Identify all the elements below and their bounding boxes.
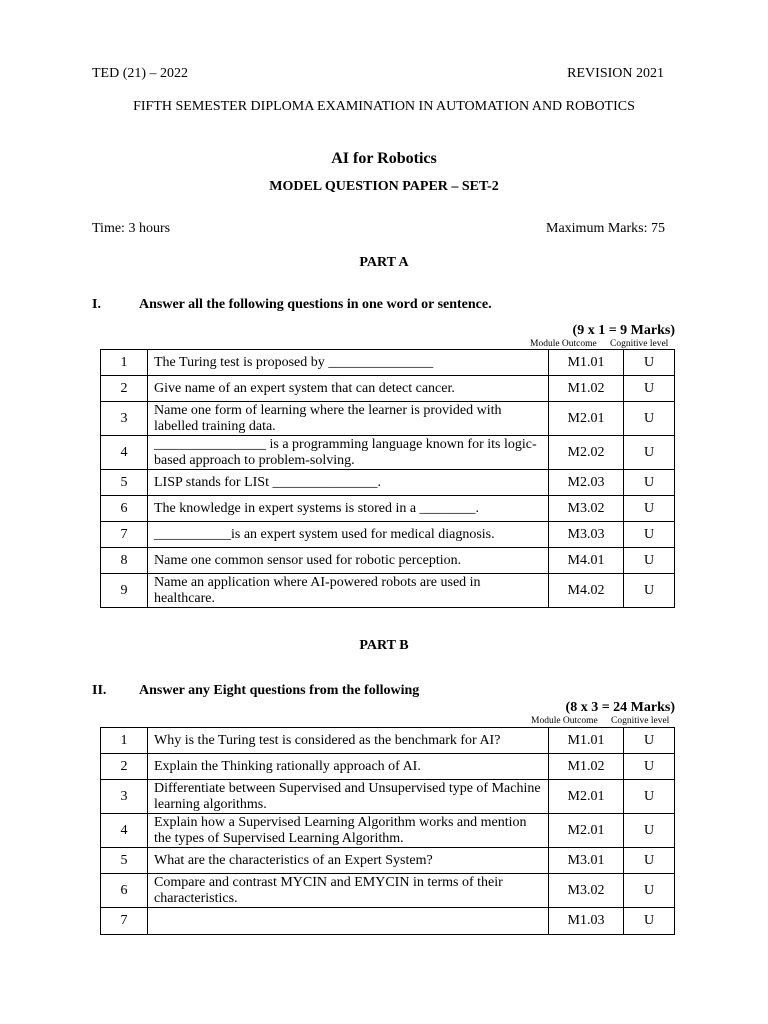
part-b-question-table <box>100 727 675 935</box>
cognitive-level: U <box>624 376 675 402</box>
table-row <box>101 496 675 522</box>
part-a-title: PART A <box>359 255 409 270</box>
question-number: 6 <box>101 496 148 522</box>
question-number: 7 <box>101 522 148 548</box>
module-outcome: M2.01 <box>549 402 624 436</box>
cognitive-level: U <box>624 470 675 496</box>
question-number: 4 <box>101 436 148 470</box>
question-number: 5 <box>101 848 148 874</box>
question-text: Give name of an expert system that can detect cancer. <box>148 376 549 402</box>
cognitive-level: U <box>624 496 675 522</box>
module-outcome: M2.01 <box>549 780 624 814</box>
question-number: 9 <box>101 574 148 608</box>
module-outcome: M2.02 <box>549 436 624 470</box>
question-number: 5 <box>101 470 148 496</box>
module-outcome: M2.01 <box>549 814 624 848</box>
module-outcome: M3.01 <box>549 848 624 874</box>
part-a-cognitive-level-header: Cognitive level <box>610 339 669 349</box>
question-number: 7 <box>101 908 148 935</box>
table-row <box>101 402 675 436</box>
part-b-module-outcome-header: Module Outcome <box>531 716 598 726</box>
cognitive-level: U <box>624 848 675 874</box>
question-text: The Turing test is proposed by _______________ <box>148 350 549 376</box>
exam-title: FIFTH SEMESTER DIPLOMA EXAMINATION IN AUTOMATION AND ROBOTICS <box>133 99 635 114</box>
part-a-section-number: I. <box>92 297 101 312</box>
question-text: Name an application where AI-powered robots are used in healthcare. <box>148 574 549 608</box>
cognitive-level: U <box>624 574 675 608</box>
table-row <box>101 470 675 496</box>
table-row <box>101 436 675 470</box>
module-outcome: M3.03 <box>549 522 624 548</box>
table-row <box>101 728 675 754</box>
part-b-cognitive-level-header: Cognitive level <box>611 716 670 726</box>
question-text: Explain how a Supervised Learning Algorithm works and mention the types of Supervised Learning Algorithm. <box>148 814 549 848</box>
question-number: 3 <box>101 402 148 436</box>
question-text: ________________ is a programming language known for its logic-based approach to problem-solving. <box>148 436 549 470</box>
table-row <box>101 754 675 780</box>
question-text: Explain the Thinking rationally approach of AI. <box>148 754 549 780</box>
part-b-title: PART B <box>359 638 409 653</box>
part-b-section-number: II. <box>92 683 107 698</box>
cognitive-level: U <box>624 548 675 574</box>
table-row <box>101 548 675 574</box>
part-b-instruction: Answer any Eight questions from the following <box>139 683 420 698</box>
part-a-marks: (9 x 1 = 9 Marks) <box>572 323 675 338</box>
module-outcome: M3.02 <box>549 874 624 908</box>
part-b-marks: (8 x 3 = 24 Marks) <box>565 700 675 715</box>
module-outcome: M3.02 <box>549 496 624 522</box>
question-number: 1 <box>101 728 148 754</box>
part-a-instruction: Answer all the following questions in one word or sentence. <box>139 297 492 312</box>
table-row <box>101 350 675 376</box>
module-outcome: M2.03 <box>549 470 624 496</box>
time-label: Time: 3 hours <box>92 221 171 236</box>
table-row <box>101 780 675 814</box>
table-row <box>101 908 675 935</box>
table-row <box>101 874 675 908</box>
module-outcome: M1.01 <box>549 728 624 754</box>
module-outcome: M1.01 <box>549 350 624 376</box>
question-number: 8 <box>101 548 148 574</box>
question-text: Compare and contrast MYCIN and EMYCIN in terms of their characteristics. <box>148 874 549 908</box>
cognitive-level: U <box>624 350 675 376</box>
table-row <box>101 574 675 608</box>
question-number: 1 <box>101 350 148 376</box>
question-text <box>148 908 549 935</box>
part-a-question-table <box>100 349 675 608</box>
cognitive-level: U <box>624 780 675 814</box>
question-text: What are the characteristics of an Expert System? <box>148 848 549 874</box>
question-text: ___________is an expert system used for medical diagnosis. <box>148 522 549 548</box>
revision-label: REVISION 2021 <box>567 66 664 81</box>
question-text: Name one common sensor used for robotic perception. <box>148 548 549 574</box>
paper-type: MODEL QUESTION PAPER – SET-2 <box>269 179 499 194</box>
cognitive-level: U <box>624 874 675 908</box>
table-row <box>101 522 675 548</box>
table-row <box>101 376 675 402</box>
cognitive-level: U <box>624 436 675 470</box>
part-a-module-outcome-header: Module Outcome <box>530 339 597 349</box>
table-row <box>101 814 675 848</box>
question-text: The knowledge in expert systems is stored in a ________. <box>148 496 549 522</box>
cognitive-level: U <box>624 402 675 436</box>
max-marks-label: Maximum Marks: 75 <box>546 221 665 236</box>
cognitive-level: U <box>624 522 675 548</box>
question-text: Name one form of learning where the learner is provided with labelled training data. <box>148 402 549 436</box>
cognitive-level: U <box>624 754 675 780</box>
question-text: Differentiate between Supervised and Unsupervised type of Machine learning algorithms. <box>148 780 549 814</box>
table-row <box>101 848 675 874</box>
question-number: 6 <box>101 874 148 908</box>
module-outcome: M1.02 <box>549 754 624 780</box>
module-outcome: M1.02 <box>549 376 624 402</box>
cognitive-level: U <box>624 814 675 848</box>
cognitive-level: U <box>624 728 675 754</box>
cognitive-level: U <box>624 908 675 935</box>
module-outcome: M4.02 <box>549 574 624 608</box>
question-number: 2 <box>101 754 148 780</box>
question-text: LISP stands for LISt _______________. <box>148 470 549 496</box>
question-number: 4 <box>101 814 148 848</box>
subject-title: AI for Robotics <box>331 150 437 167</box>
paper-code: TED (21) – 2022 <box>92 66 189 81</box>
question-number: 2 <box>101 376 148 402</box>
module-outcome: M1.03 <box>549 908 624 935</box>
module-outcome: M4.01 <box>549 548 624 574</box>
question-number: 3 <box>101 780 148 814</box>
question-text: Why is the Turing test is considered as the benchmark for AI? <box>148 728 549 754</box>
